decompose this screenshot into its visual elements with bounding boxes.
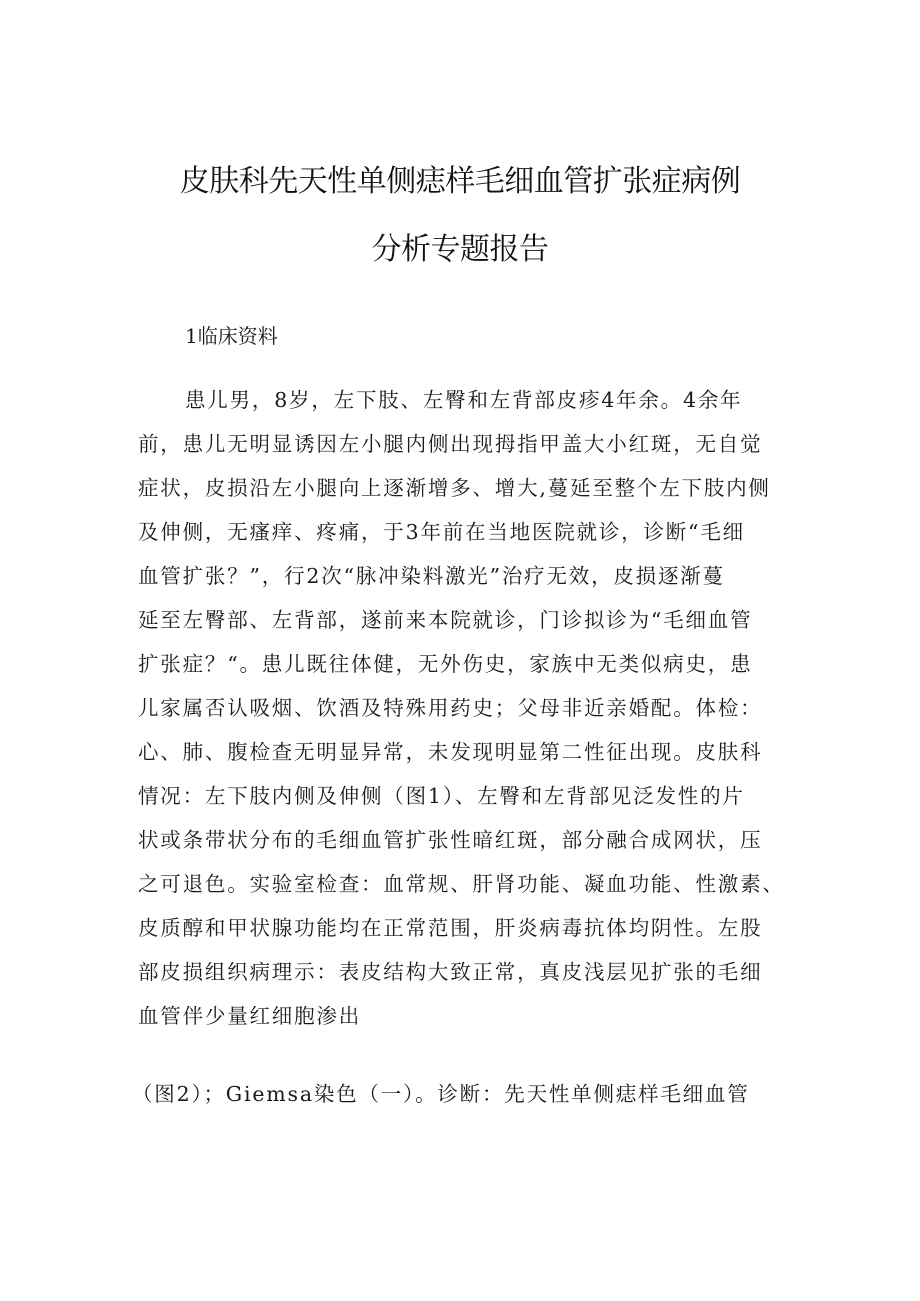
body-line: （图2）；Giemsa染色（一）。诊断：先天性单侧痣样毛细血管 <box>132 1082 750 1106</box>
body-line: 前，患儿无明显诱因左小腿内侧出现拇指甲盖大小红斑，无自觉 <box>138 432 763 456</box>
body-line: 儿家属否认吸烟、饮酒及特殊用药史；父母非近亲婚配。体检： <box>138 696 763 720</box>
body-line: 部皮损组织病理示：表皮结构大致正常，真皮浅层见扩张的毛细 <box>138 960 763 984</box>
body-line: 扩张症？“。患儿既往体健，无外伤史，家族中无类似病史，患 <box>138 652 753 676</box>
body-line: 患儿男，8岁，左下肢、左臀和左背部皮疹4年余。4余年 <box>185 388 743 412</box>
body-line: 血管伴少量红细胞渗出 <box>138 1004 361 1028</box>
body-line: 症状，皮损沿左小腿向上逐渐增多、增大,蔓延至整个左下肢内侧 <box>138 476 771 500</box>
title-line-1: 皮肤科先天性单侧痣样毛细血管扩张症病例 <box>179 164 741 199</box>
body-line: 延至左臀部、左背部，遂前来本院就诊，门诊拟诊为“毛细血管 <box>138 608 753 632</box>
body-line: 及伸侧，无瘙痒、疼痛，于3年前在当地医院就诊，诊断“毛细 <box>138 520 745 544</box>
body-line: 皮质醇和甲状腺功能均在正常范围，肝炎病毒抗体均阴性。左股 <box>138 916 763 940</box>
body-line: 血管扩张？”，行2次“脉冲染料激光”治疗无效，皮损逐渐蔓 <box>138 564 725 588</box>
body-line: 心、肺、腹检查无明显异常，未发现明显第二性征出现。皮肤科 <box>138 740 763 764</box>
body-line: 之可退色。实验室检查：血常规、肝肾功能、凝血功能、性激素、 <box>138 872 785 896</box>
body-line: 状或条带状分布的毛细血管扩张性暗红斑，部分融合成网状，压 <box>138 828 763 852</box>
body-line: 情况：左下肢内侧及伸侧（图1）、左臀和左背部见泛发性的片 <box>138 784 745 808</box>
section-heading: 1临床资料 <box>185 324 278 348</box>
title-line-2: 分析专题报告 <box>371 232 549 267</box>
